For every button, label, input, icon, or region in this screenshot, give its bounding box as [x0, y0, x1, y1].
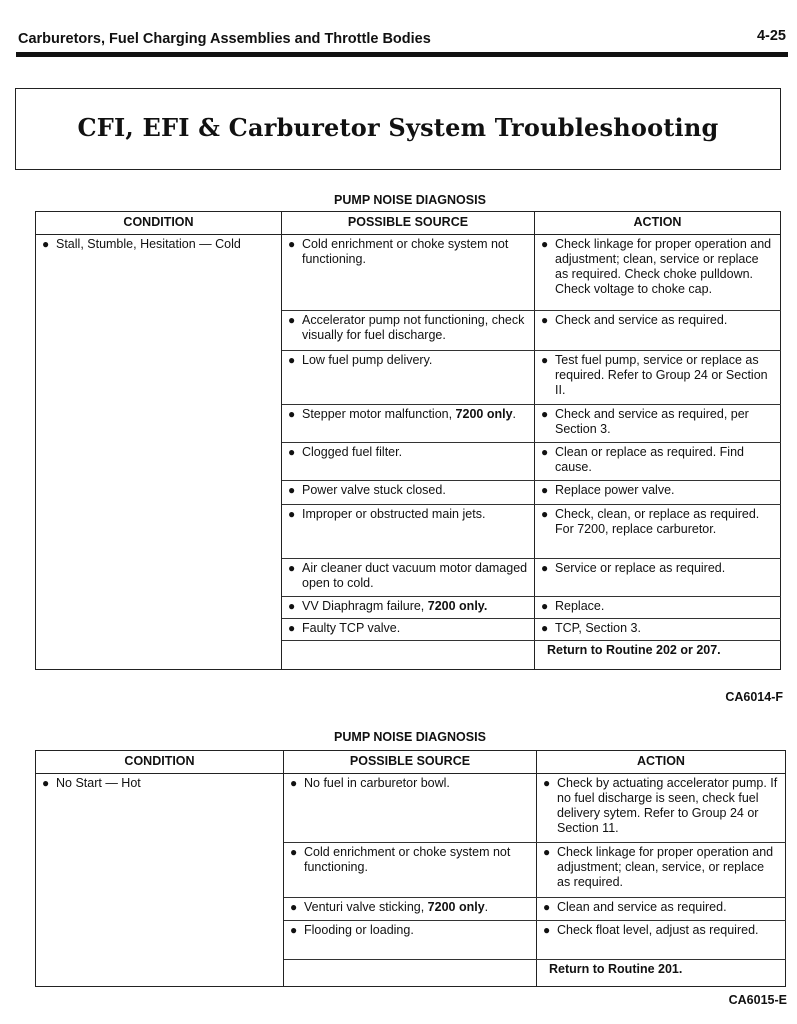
- source-text: Clogged fuel filter.: [302, 445, 403, 459]
- source-cell: [284, 843, 537, 898]
- bullet-icon: ●: [290, 776, 298, 790]
- source-cell: [282, 351, 535, 405]
- action-cell: [535, 597, 781, 619]
- bullet-icon: ●: [541, 407, 549, 421]
- figure-code: CA6015-E: [728, 993, 787, 1007]
- source-text: Low fuel pump delivery.: [302, 353, 433, 367]
- bullet-icon: ●: [541, 599, 549, 613]
- source-cell: [282, 619, 535, 641]
- source-text: Flooding or loading.: [304, 923, 414, 937]
- bullet-icon: ●: [543, 923, 551, 937]
- bullet-icon: ●: [543, 845, 551, 859]
- table2-header-source: POSSIBLE SOURCE: [284, 751, 537, 774]
- action-cell: [535, 641, 781, 670]
- source-cell: [282, 235, 535, 311]
- action-cell: [535, 235, 781, 311]
- condition-text: No Start — Hot: [56, 776, 141, 790]
- action-cell: [535, 405, 781, 443]
- bullet-icon: ●: [288, 445, 296, 459]
- bullet-icon: ●: [42, 237, 50, 251]
- bullet-icon: ●: [541, 507, 549, 521]
- source-text: [302, 407, 528, 422]
- source-emphasis: 7200 only: [455, 407, 513, 421]
- action-text: Replace power valve.: [555, 483, 675, 497]
- table-row: [36, 774, 786, 843]
- table1-header-condition: CONDITION: [36, 212, 282, 235]
- table1-header-source: POSSIBLE SOURCE: [282, 212, 535, 235]
- source-cell: [284, 774, 537, 843]
- action-cell: [535, 311, 781, 351]
- action-text: Check linkage for proper operation and adjustment; clean, service, or replace as required.: [557, 845, 774, 889]
- action-cell: [537, 921, 786, 960]
- source-cell: [282, 405, 535, 443]
- source-cell: [284, 921, 537, 960]
- source-emphasis: 7200 only.: [427, 599, 488, 613]
- bullet-icon: ●: [290, 845, 298, 859]
- source-emphasis: 7200 only: [427, 900, 485, 914]
- bullet-icon: ●: [290, 923, 298, 937]
- main-title: CFI, EFI & Carburetor System Troubleshooting: [77, 113, 719, 142]
- bullet-icon: ●: [288, 561, 296, 575]
- source-text-part: Venturi valve sticking,: [304, 900, 428, 914]
- source-text-end: .: [484, 900, 489, 914]
- bullet-icon: ●: [288, 407, 296, 421]
- action-text: Check linkage for proper operation and adjustment; clean, service or replace as required. Check choke pulldown. Check voltage to choke cap.: [555, 237, 772, 296]
- bullet-icon: ●: [541, 621, 549, 635]
- bullet-icon: ●: [541, 445, 549, 459]
- table1-title: PUMP NOISE DIAGNOSIS: [334, 193, 486, 207]
- bullet-icon: ●: [290, 900, 298, 914]
- condition-text: Stall, Stumble, Hesitation — Cold: [56, 237, 241, 251]
- bullet-icon: ●: [288, 483, 296, 497]
- action-text: Service or replace as required.: [555, 561, 726, 575]
- bullet-icon: ●: [288, 353, 296, 367]
- bullet-icon: ●: [288, 621, 296, 635]
- source-text: Cold enrichment or choke system not functioning.: [304, 845, 511, 874]
- source-cell: [282, 597, 535, 619]
- source-text-part: VV Diaphragm failure,: [302, 599, 428, 613]
- action-cell: [535, 443, 781, 481]
- source-cell: [282, 481, 535, 505]
- action-cell: [537, 898, 786, 921]
- source-cell-empty: [282, 641, 535, 670]
- table1-condition-cell: [36, 235, 282, 670]
- table2-condition-cell: [36, 774, 284, 987]
- section-title: Carburetors, Fuel Charging Assemblies and Throttle Bodies: [18, 31, 431, 47]
- page-number: 4-25: [756, 28, 786, 44]
- bullet-icon: ●: [288, 237, 296, 251]
- source-text: Power valve stuck closed.: [302, 483, 446, 497]
- routine-text: Return to Routine 202 or 207.: [547, 643, 721, 657]
- bullet-icon: ●: [543, 900, 551, 914]
- table2-header-action: ACTION: [537, 751, 786, 774]
- table2: [35, 750, 786, 987]
- action-text: Clean and service as required.: [557, 900, 727, 914]
- action-text: Check and service as required, per Section 3.: [555, 407, 749, 436]
- bullet-icon: ●: [541, 353, 549, 367]
- header-rule: [16, 52, 788, 57]
- source-cell: [282, 559, 535, 597]
- action-cell: [537, 960, 786, 987]
- bullet-icon: ●: [42, 776, 50, 790]
- source-text: Cold enrichment or choke system not functioning.: [302, 237, 509, 266]
- bullet-icon: ●: [288, 507, 296, 521]
- bullet-icon: ●: [541, 313, 549, 327]
- source-text-end: .: [512, 407, 517, 421]
- action-text: Check, clean, or replace as required. For 7200, replace carburetor.: [555, 507, 760, 536]
- table1-header-action: ACTION: [535, 212, 781, 235]
- action-text: Check float level, adjust as required.: [557, 923, 759, 937]
- source-cell: [282, 505, 535, 559]
- page-header: [16, 28, 788, 48]
- bullet-icon: ●: [543, 776, 551, 790]
- action-cell: [535, 619, 781, 641]
- source-cell: [282, 443, 535, 481]
- source-cell: [282, 311, 535, 351]
- table1: [35, 211, 781, 670]
- source-cell: [284, 898, 537, 921]
- action-text: TCP, Section 3.: [555, 621, 641, 635]
- table2-title: PUMP NOISE DIAGNOSIS: [334, 730, 486, 744]
- title-box: [15, 88, 781, 170]
- source-text: Air cleaner duct vacuum motor damaged open to cold.: [302, 561, 528, 590]
- action-cell: [535, 481, 781, 505]
- table2-header-condition: CONDITION: [36, 751, 284, 774]
- action-text: Check and service as required.: [555, 313, 728, 327]
- action-cell: [535, 559, 781, 597]
- table-row: [36, 235, 781, 311]
- figure-code: CA6014-F: [725, 690, 783, 704]
- action-text: Check by actuating accelerator pump. If no fuel discharge is seen, check fuel delivery sytem. Refer to Group 24 or Section 11.: [557, 776, 778, 835]
- source-text: No fuel in carburetor bowl.: [304, 776, 450, 790]
- bullet-icon: ●: [288, 313, 296, 327]
- action-text: Clean or replace as required. Find cause.: [555, 445, 744, 474]
- source-text: Faulty TCP valve.: [302, 621, 401, 635]
- source-cell-empty: [284, 960, 537, 987]
- bullet-icon: ●: [541, 483, 549, 497]
- source-text-part: Stepper motor malfunction,: [302, 407, 456, 421]
- source-text: Improper or obstructed main jets.: [302, 507, 486, 521]
- routine-text: Return to Routine 201.: [549, 962, 683, 976]
- source-text: [304, 900, 530, 915]
- bullet-icon: ●: [541, 561, 549, 575]
- source-text: [302, 599, 528, 614]
- bullet-icon: ●: [541, 237, 549, 251]
- source-text: Accelerator pump not functioning, check visually for fuel discharge.: [302, 313, 525, 342]
- action-cell: [537, 843, 786, 898]
- action-text: Replace.: [555, 599, 605, 613]
- action-cell: [535, 351, 781, 405]
- action-text: Test fuel pump, service or replace as required. Refer to Group 24 or Section II.: [555, 353, 768, 397]
- action-cell: [537, 774, 786, 843]
- action-cell: [535, 505, 781, 559]
- bullet-icon: ●: [288, 599, 296, 613]
